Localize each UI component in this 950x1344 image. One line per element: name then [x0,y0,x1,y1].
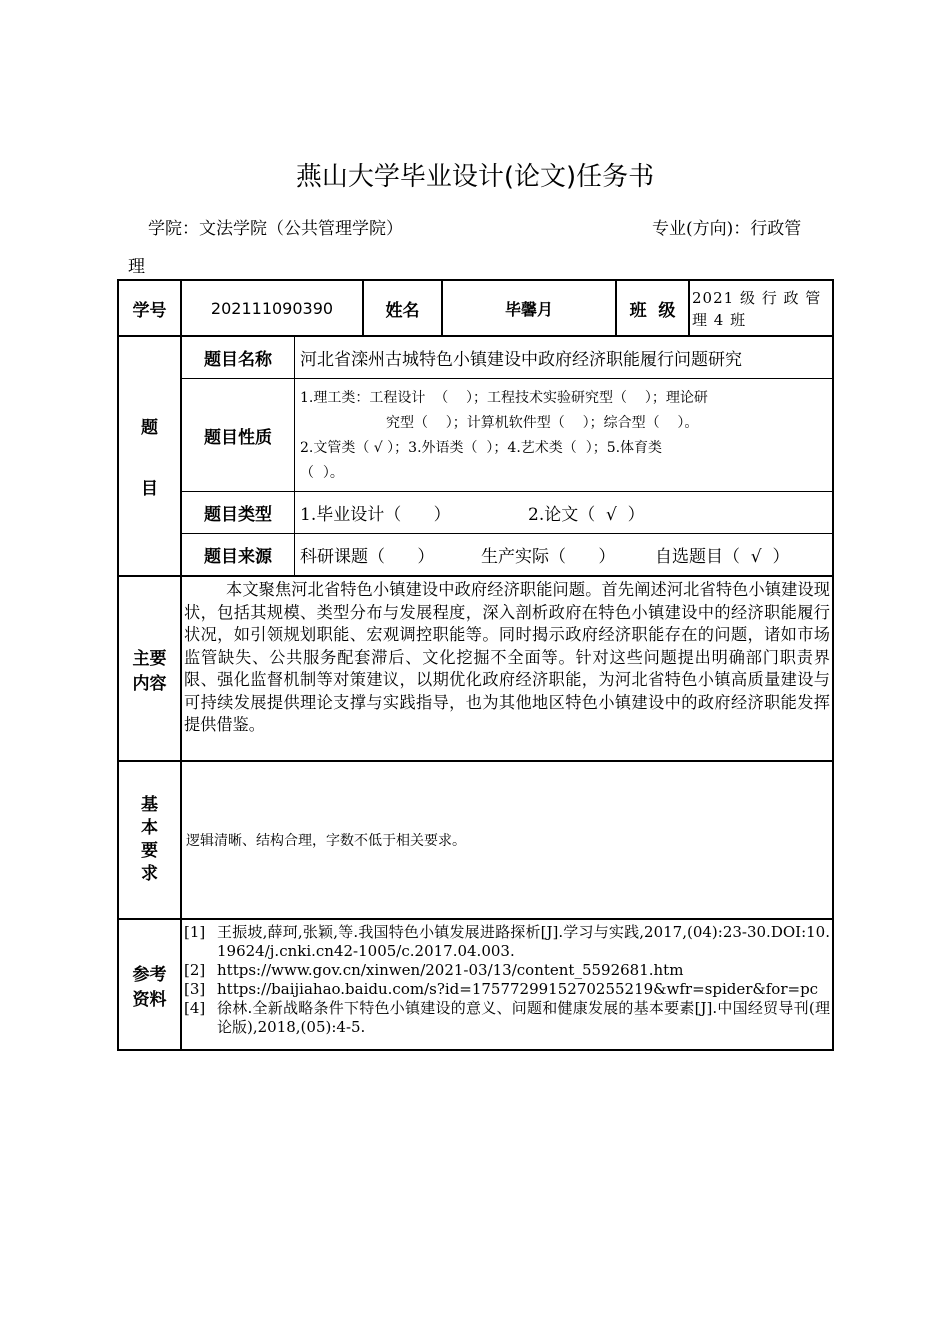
topic-source-label: 题目来源 [204,547,272,567]
major-field: 专业(方向)：行政管 [652,219,802,239]
task-table [117,279,834,1051]
student-id-value: 202111090390 [210,298,334,318]
topic-group-char-2: 目 [141,479,158,499]
reference-item [184,980,830,999]
main-content-label-line-1: 主要 [132,648,167,669]
topic-source-research: 科研课题（ ） [300,547,435,567]
references-label [119,920,180,1049]
topic-type-options [300,492,830,533]
references-label-line-2: 资料 [132,989,167,1010]
topic-nature-label: 题目性质 [204,427,272,448]
major-field-continued: 理 [128,257,145,277]
topic-nature-line-4: （ ）。 [300,465,344,481]
reference-number: [3] [184,980,206,998]
main-content-text [184,579,830,760]
basic-requirements-label [119,762,180,918]
topic-group-char-1: 题 [141,418,158,438]
student-id-label: 学号 [132,300,167,321]
college-field: 学院：文法学院（公共管理学院） [148,219,403,239]
topic-group-label [119,337,180,575]
references-list [184,923,830,1047]
topic-type-design: 1.毕业设计（ ） [300,505,451,525]
basic-requirements-char-3: 要 [141,841,158,861]
class-label: 班 级 [629,300,676,321]
topic-type-label: 题目类型 [204,505,272,525]
topic-type-thesis: 2.论文（ √ ） [528,505,645,525]
reference-link[interactable]: https://www.gov.cn/xinwen/2021-03/13/content_5592681.htm [217,961,684,979]
reference-text: 徐林.全新战略条件下特色小镇建设的意义、问题和健康发展的基本要素[J].中国经贸导刊(理论版),2018,(05):4-5. [217,999,830,1036]
class-value: 2021 级 行 政 管 理 4 班 [692,289,822,329]
document-title: 燕山大学毕业设计(论文)任务书 [295,162,655,192]
name-label: 姓名 [385,300,420,321]
reference-text: 王振坡,薛珂,张颖,等.我国特色小镇发展进路探析[J].学习与实践,2017,(04):23-30.DOI:10.19624/j.cnki.cn42-1005/c.2017.04.003. [217,923,830,960]
topic-name-value: 河北省滦州古城特色小镇建设中政府经济职能履行问题研究 [300,350,742,370]
reference-item [184,999,830,1037]
basic-requirements-char-4: 求 [141,864,158,884]
main-content-label [119,577,180,760]
reference-number: [4] [184,999,206,1017]
topic-nature-line-3: 2.文管类（ √ ）；3.外语类（ ）；4.艺术类（ ）；5.体育类 [300,440,663,456]
topic-nature-line-1: 1.理工类：工程设计 （ ）；工程技术实验研究型（ ）；理论研 [300,390,708,406]
topic-source-self: 自选题目（ √ ） [655,547,790,567]
main-content-paragraph: 本文聚焦河北省特色小镇建设中政府经济职能问题。首先阐述河北省特色小镇建设现状，包括其规模、类型分布与发展程度，深入剖析政府在特色小镇建设中的经济职能履行状况，如引领规划职能、宏观调控职能等。同时揭示政府经济职能存在的问题，诸如市场监管缺失、公共服务配套滞后、文化挖掘不全面等。针对这些问题提出明确部门职责界限、强化监督机制等对策建议，以期优化政府经济职能，为河北省特色小镇高质量建设与可持续发展提供理论支撑与实践指导，也为其他地区特色小镇建设中的政府经济职能发挥提供借鉴。 [184,580,830,734]
topic-nature-options [300,381,830,491]
reference-item [184,961,830,980]
reference-link[interactable]: https://baijiahao.baidu.com/s?id=1757729915270255219&wfr=spider&for=pc [217,980,819,998]
topic-source-options [300,534,830,575]
main-content-label-line-2: 内容 [132,673,167,694]
references-label-line-1: 参考 [132,964,167,985]
reference-number: [1] [184,923,206,941]
name-value: 毕馨月 [504,299,553,319]
topic-name-label: 题目名称 [204,350,272,370]
basic-requirements-text: 逻辑清晰、结构合理，字数不低于相关要求。 [186,833,466,849]
reference-item [184,923,830,961]
basic-requirements-char-1: 基 [141,795,158,815]
topic-nature-line-2: 究型（ ）；计算机软件型（ ）；综合型（ ）。 [386,415,699,431]
reference-number: [2] [184,961,206,979]
topic-source-production: 生产实际（ ） [481,547,616,567]
basic-requirements-char-2: 本 [141,818,158,838]
